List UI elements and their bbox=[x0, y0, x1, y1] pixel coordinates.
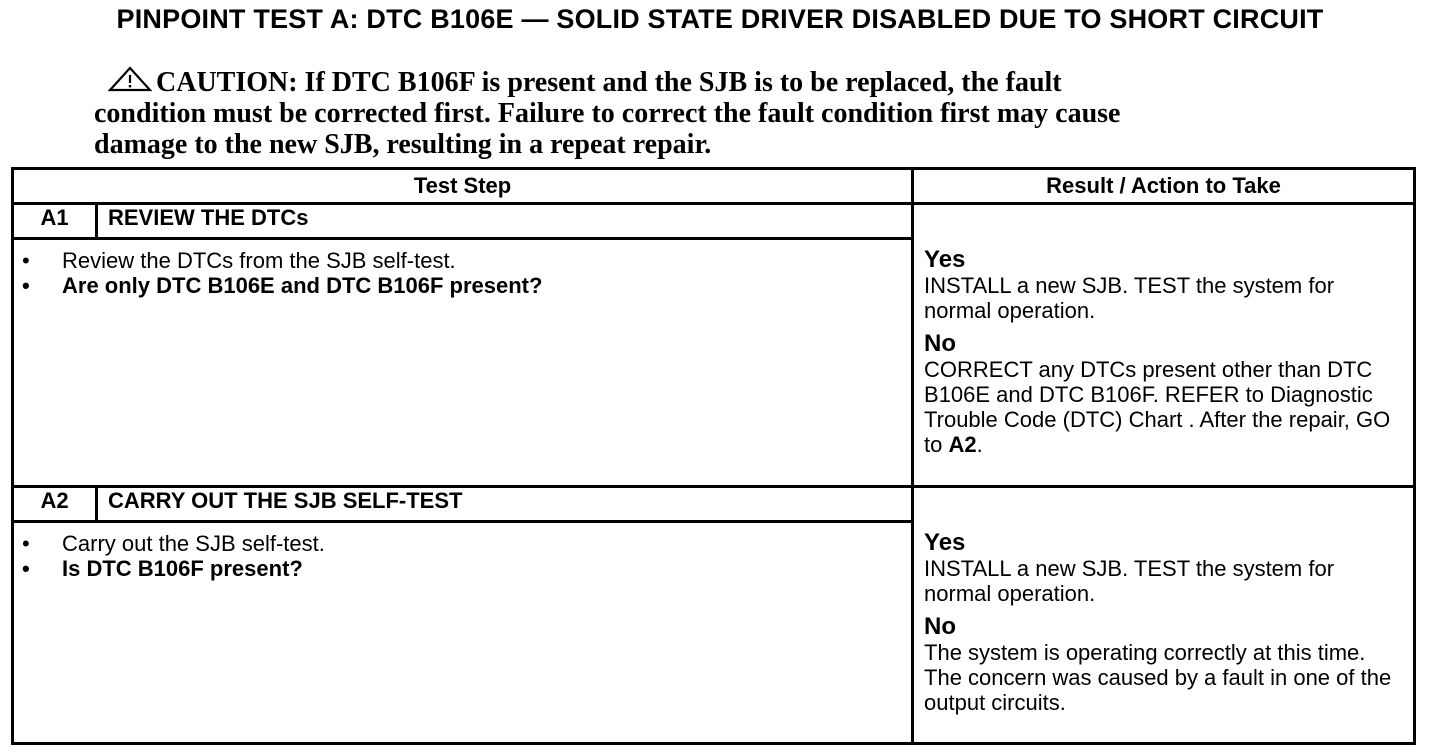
step-title-a1: REVIEW THE DTCs bbox=[97, 204, 913, 239]
yes-label-a1: Yes bbox=[924, 246, 966, 273]
bullet-text: Carry out the SJB self-test. bbox=[62, 531, 325, 556]
step-body-a1 bbox=[13, 239, 913, 487]
bullet-dot: • bbox=[22, 273, 30, 298]
bullet-dot: • bbox=[22, 556, 30, 581]
bullet-text: Review the DTCs from the SJB self-test. bbox=[62, 248, 456, 273]
yes-text-a2: INSTALL a new SJB. TEST the system for normal operation. bbox=[924, 556, 1335, 606]
list-item bbox=[22, 248, 911, 273]
goto-step-a2: A2 bbox=[948, 432, 977, 457]
bullet-dot: • bbox=[22, 248, 30, 273]
list-item bbox=[22, 556, 911, 581]
step-a2-title-row bbox=[13, 487, 1415, 522]
caution-line-3: damage to the new SJB, resulting in a repeat repair. bbox=[94, 129, 712, 160]
yes-label-a2: Yes bbox=[924, 529, 966, 556]
no-label-a1: No bbox=[924, 330, 957, 357]
no-text-a1-body: CORRECT any DTCs present other than DTC B106E and DTC B106F. REFER to Diagnostic Trouble Code (DTC) Chart . After the repair, GO to bbox=[924, 357, 1391, 457]
result-cell-a1 bbox=[913, 204, 1415, 487]
page-title: PINPOINT TEST A: DTC B106E — SOLID STATE DRIVER DISABLED DUE TO SHORT CIRCUIT bbox=[116, 4, 1324, 34]
bullet-list-a1 bbox=[14, 248, 911, 298]
caution-line-1 bbox=[94, 66, 1294, 98]
no-text-a1-end: . bbox=[976, 432, 983, 457]
bullet-question: Is DTC B106F present? bbox=[62, 556, 303, 581]
pinpoint-test-table bbox=[11, 167, 1416, 745]
step-title-a2: CARRY OUT THE SJB SELF-TEST bbox=[97, 487, 913, 522]
step-body-a2 bbox=[13, 522, 913, 744]
result-cell-a2 bbox=[913, 487, 1415, 744]
no-text-a1 bbox=[924, 357, 1403, 457]
bullet-question: Are only DTC B106E and DTC B106F present? bbox=[62, 273, 543, 298]
step-a1-title-row bbox=[13, 204, 1415, 239]
no-text-a2: The system is operating correctly at this time. The concern was caused by a fault in one of the output circuits. bbox=[924, 640, 1392, 715]
header-result-action: Result / Action to Take bbox=[913, 169, 1415, 204]
yes-text-a1: INSTALL a new SJB. TEST the system for normal operation. bbox=[924, 273, 1335, 323]
step-id-a2: A2 bbox=[13, 487, 97, 522]
step-id-a1: A1 bbox=[13, 204, 97, 239]
caution-note bbox=[94, 66, 1294, 160]
warning-triangle-icon bbox=[108, 66, 152, 92]
table-header-row bbox=[13, 169, 1415, 204]
no-label-a2: No bbox=[924, 613, 957, 640]
header-test-step: Test Step bbox=[13, 169, 913, 204]
list-item bbox=[22, 273, 911, 298]
bullet-dot: • bbox=[22, 531, 30, 556]
bullet-list-a2 bbox=[14, 531, 911, 581]
list-item bbox=[22, 531, 911, 556]
caution-line-2: condition must be corrected first. Failure to correct the fault condition first may cause bbox=[94, 98, 1121, 129]
caution-text-1: CAUTION: If DTC B106F is present and the SJB is to be replaced, the fault bbox=[156, 67, 1062, 98]
